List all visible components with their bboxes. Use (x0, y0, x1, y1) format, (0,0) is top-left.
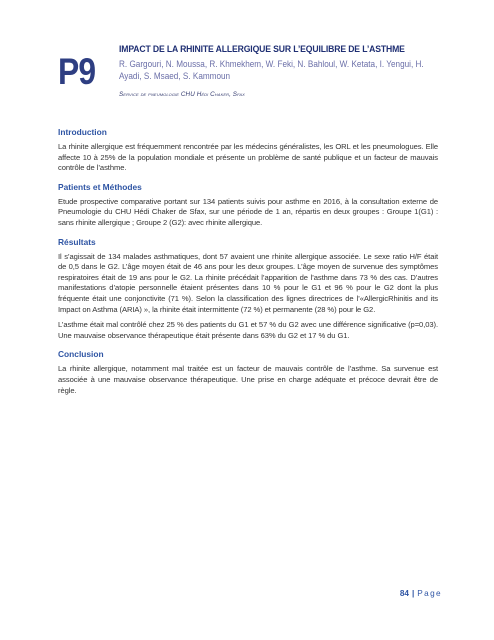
abstract-header (58, 44, 448, 114)
poster-code: P9 (58, 51, 96, 92)
results-text-2: L’asthme était mal contrôlé chez 25 % des patients du G1 et 57 % du G2 avec une différence significative (p=0,03). Une mauvaise observance thérapeutique était présente dans 63% du G2 et 17 % du G1. (58, 320, 438, 340)
section-heading-conclusion: Conclusion (58, 349, 104, 360)
section-heading-introduction: Introduction (58, 127, 107, 137)
page-label: Page (417, 589, 442, 598)
section-heading-results: Résultats (58, 236, 96, 247)
page-number: 84 (399, 589, 409, 598)
author-list: R. Gargouri, N. Moussa, R. Khmekhem, W. Feki, N. Bahloul, W. Ketata, I. Yengui, H. Ayadi, S. Msaed, S. Kammoun (119, 59, 424, 82)
results-text-1: Il s’agissait de 134 malades asthmatiques, dont 57 avaient une rhinite allergique associée. Le sexe ratio H/F était de 0,5 dans le G2. L’âge moyen était de 46 ans pour les deux groupes. L’âge moyen de survenue des symptômes respiratoires était de 19 ans pour le G2. La rhinite précédait l’apparition de l’asthme dans 73 % des cas. D’autres manifestations d’atopie personnelle étaient présentes dans 10 % pour le G1 et 96 % pour le G2 dont la plus fréquente était une conjonctivite (71 %). Selon la classification des lignes directrices de l’«AllergicRhinitis and its Impact on Asthma (ARIA) », la rhinite était intermittente (72 %) et permanente (28 %) pour le G2. (58, 251, 438, 314)
introduction-text: La rhinite allergique est fréquemment rencontrée par les médecins généralistes, les ORL et les pneumologues. Elle affecte 10 à 25% de la population mondiale et présente un problème de santé publique et un facteur de mauvais contrôle de l’asthme. (58, 142, 438, 173)
affiliation: Service de pneumologie CHU Hédi Chaker, Sfax (119, 91, 245, 98)
abstract-body (58, 127, 438, 404)
header-text (119, 44, 459, 99)
abstract-title: IMPACT DE LA RHINITE ALLERGIQUE SUR L’EQUILIBRE DE L’ASTHME (119, 44, 405, 55)
footer-separator: | (411, 589, 415, 598)
conclusion-text: La rhinite allergique, notamment mal traitée est un facteur de mauvais contrôle de l’asthme. Sa survenue est associée à une mauvaise observance thérapeutique. Une prise en charge adéquate et précoce devrait être de règle. (58, 364, 438, 395)
page-footer (400, 589, 442, 598)
methods-text: Etude prospective comparative portant sur 134 patients suivis pour asthme en 2016, à la consultation externe de Pneumologie du CHU Hédi Chaker de Sfax, sur une période de 1 an, répartis en deux groupes : Groupe 1(G1) : sans rhinite allergique ; Groupe 2 (G2): avec rhinite allergique. (58, 196, 438, 227)
section-heading-methods: Patients et Méthodes (58, 181, 142, 192)
